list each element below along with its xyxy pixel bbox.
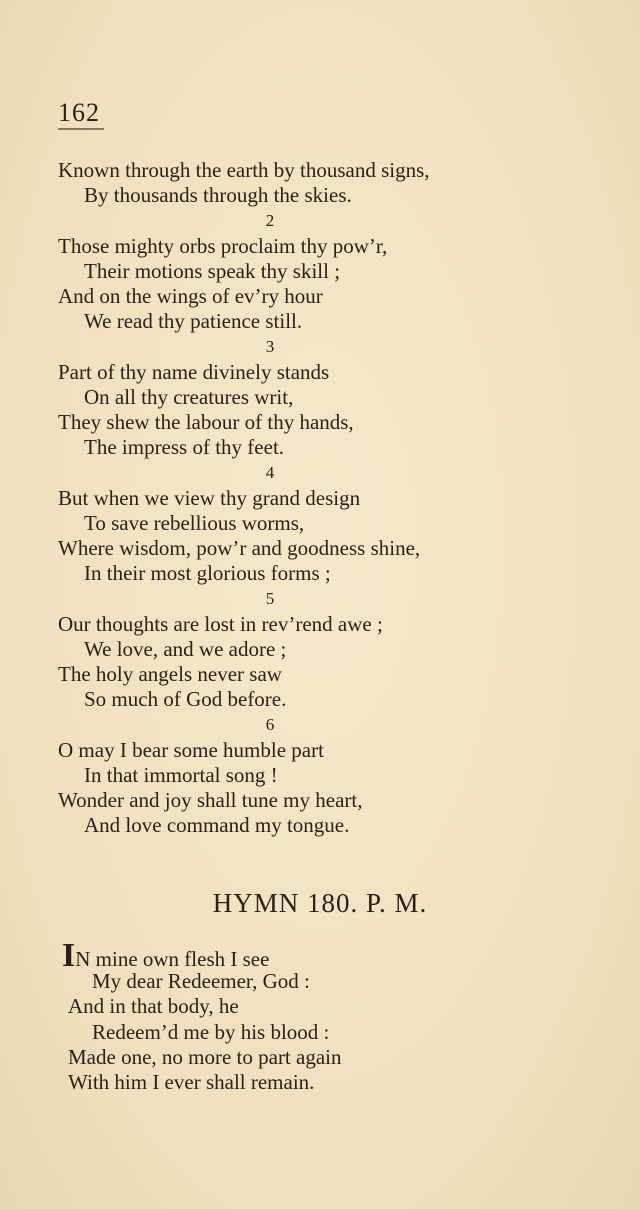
verse-line: We love, and we adore ; [84,636,287,661]
verse-line: And on the wings of ev’ry hour [58,284,323,308]
verse-line [62,937,270,974]
verse-line: Part of thy name divinely stands [58,359,330,384]
verse-line: With him I ever shall remain. [68,1070,315,1094]
verse-line: So much of God before. [84,687,287,712]
verse-line: On all thy creatures writ, [84,384,294,409]
page-number: 162 [58,98,100,127]
drop-cap: I [62,937,76,974]
hymn-title: HYMN 180. P. M. [212,888,428,918]
verse-line: Their motions speak thy skill ; [84,258,341,283]
verse-line: And love command my tongue. [84,813,350,838]
verse-number: 6 [265,715,275,735]
verse-line: Those mighty orbs proclaim thy pow’r, [58,233,388,258]
verse-line: In that immortal song ! [84,762,278,787]
verse-line: But when we view thy grand design [58,485,361,510]
verse-line: Wonder and joy shall tune my heart, [58,788,363,812]
verse-line: They shew the labour of thy hands, [58,410,354,434]
verse-number: 5 [265,589,275,609]
verse-line: The impress of thy feet. [84,435,285,460]
verse-line: To save rebellious worms, [84,510,305,535]
verse-line: In their most glorious forms ; [84,561,331,586]
verse-line: Known through the earth by thousand signs, [58,158,430,182]
verse-line: Made one, no more to part again [68,1044,342,1069]
verse-line: The holy angels never saw [58,662,282,686]
verse-line: Where wisdom, pow’r and goodness shine, [58,536,421,560]
verse-line-text: N mine own flesh I see [75,947,270,971]
verse-number: 4 [265,463,275,483]
verse-line: My dear Redeemer, God : [92,969,310,994]
verse-line: Redeem’d me by his blood : [92,1019,330,1044]
verse-number: 2 [265,211,275,231]
verse-line: O may I bear some humble part [58,737,324,762]
verse-line: By thousands through the skies. [84,183,352,208]
header-rule [58,128,104,130]
verse-line: And in that body, he [68,994,239,1019]
verse-line: We read thy patience still. [84,309,303,334]
verse-number: 3 [265,337,275,357]
verse-line: Our thoughts are lost in rev’rend awe ; [58,611,383,636]
